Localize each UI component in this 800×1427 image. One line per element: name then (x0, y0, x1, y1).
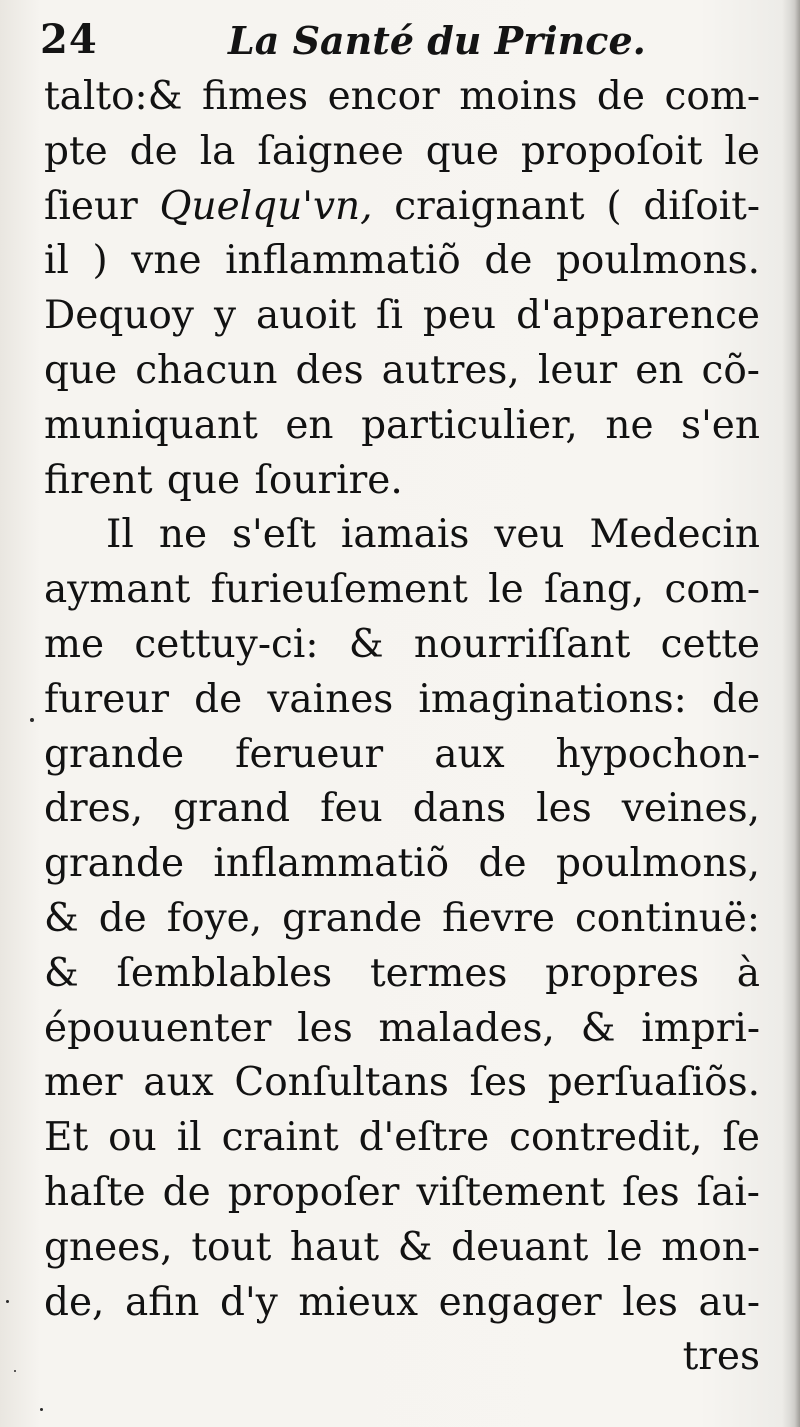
text-line-18: épouuenter les malades, & impri- (44, 1005, 760, 1051)
text-line-22: gnees, tout haut & deuant le mon- (44, 1224, 760, 1270)
italic-name-quelquvn: Quelqu'vn, (159, 183, 373, 229)
page-header (40, 10, 780, 72)
text-line-12: fureur de vaines imaginations: de (44, 676, 760, 722)
text-line-21: haſte de propoſer viſtement ſes ſai- (44, 1169, 760, 1215)
text-line-1: talto:& fimes encor moins de com- (44, 74, 760, 119)
text-line-9: Il ne s'eſt iamais veu Medecin (106, 512, 760, 558)
text-line-3-end: craignant ( diſoit- (372, 183, 760, 229)
running-title: La Santé du Prince. (228, 18, 646, 63)
page-number: 24 (40, 16, 98, 63)
text-line-15: grande inflammatiõ de poulmons, (44, 841, 760, 887)
text-line-23: de, afin d'y mieux engager les au- (44, 1279, 760, 1325)
text-line-3 (44, 180, 760, 235)
ink-speck (6, 1300, 9, 1303)
text-line-5: Dequoy y auoit ſi peu d'apparence (44, 293, 760, 339)
text-line-16: & de foye, grande fievre continuë: (44, 895, 760, 941)
text-line-4: il ) vne inflammatiõ de poulmons. (44, 238, 760, 284)
text-line-17: & ſemblables termes propres à (44, 950, 760, 996)
ink-speck (30, 718, 34, 722)
ink-speck (14, 1370, 16, 1372)
text-line-6: que chacun des autres, leur en cõ- (44, 347, 760, 393)
catchword: tres (682, 1334, 760, 1380)
text-line-13: grande ferueur aux hypochon- (44, 731, 760, 777)
text-line-2: pte de la ſaignee que propoſoit le (44, 128, 760, 174)
text-line-11: me cettuy-ci: & nourriſſant cette (44, 621, 760, 667)
text-line-8: firent que ſourire. (44, 457, 403, 503)
ink-speck (40, 1408, 43, 1411)
text-line-10: aymant furieuſement le ſang, com- (44, 567, 760, 613)
body-text (44, 70, 760, 1385)
text-line-14: dres, grand feu dans les veines, (44, 786, 760, 832)
text-line-20: Et ou il craint d'eſtre contredit, ſe (44, 1115, 760, 1161)
text-line-3-start: ſieur (44, 183, 160, 229)
page-edge-shadow (782, 0, 800, 1427)
text-line-19: mer aux Conſultans ſes perſuaſiõs. (44, 1060, 760, 1106)
text-line-7: muniquant en particulier, ne s'en (44, 402, 760, 448)
